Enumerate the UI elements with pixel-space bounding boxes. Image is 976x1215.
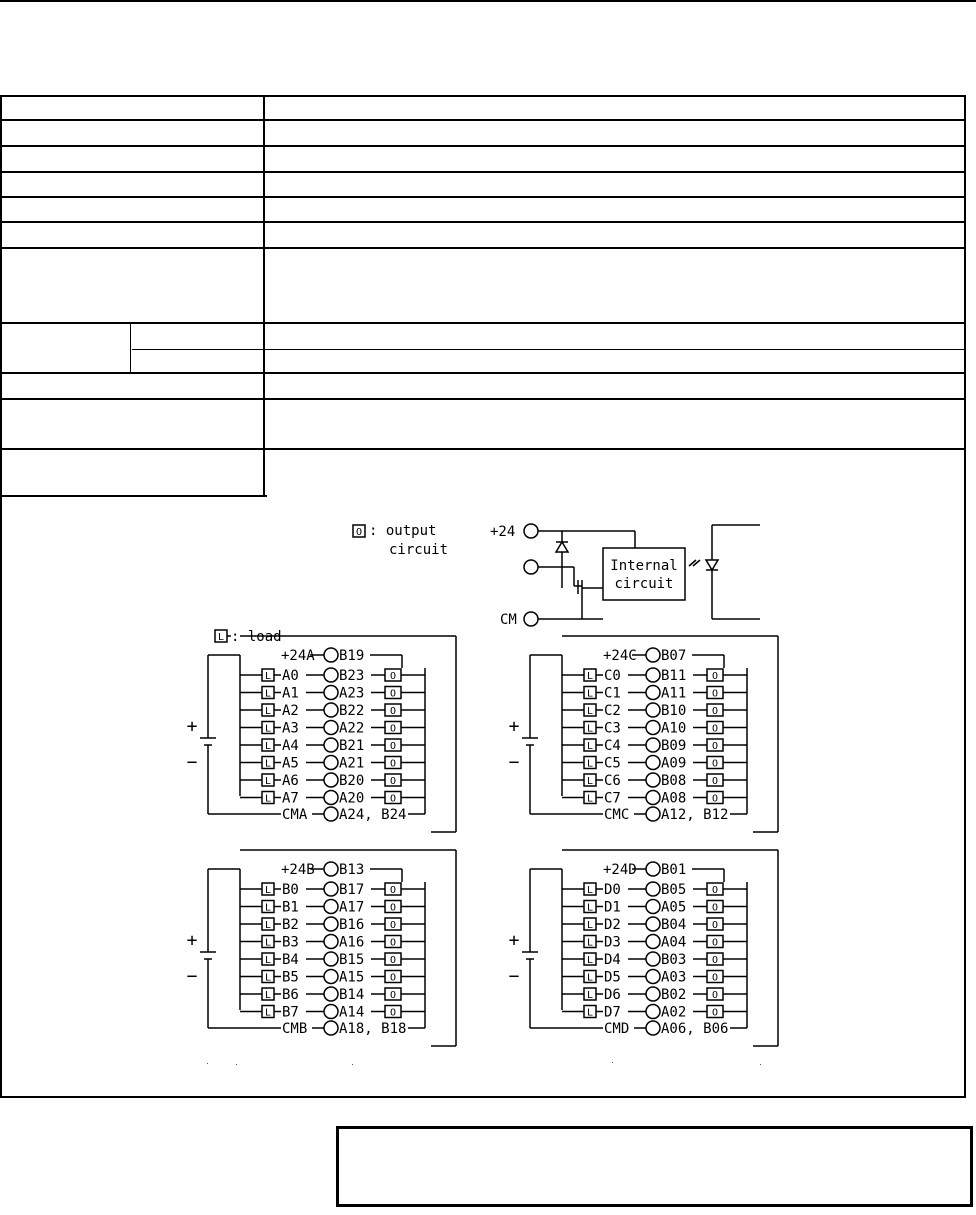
signal-label: C4 xyxy=(604,738,621,754)
load-symbol: L xyxy=(264,937,272,949)
signal-label: C3 xyxy=(604,720,621,737)
battery-minus: − xyxy=(508,966,520,987)
output-symbol: O xyxy=(711,741,719,752)
signal-label: A1 xyxy=(282,685,299,702)
pin-label: B08 xyxy=(661,773,687,789)
battery-minus: − xyxy=(186,966,198,987)
pin-terminal xyxy=(646,773,660,787)
pin-terminal xyxy=(646,756,660,770)
output-symbol: O xyxy=(389,776,397,787)
output-symbol: O xyxy=(711,920,719,931)
pin-terminal xyxy=(324,738,338,752)
supply-pin: B01 xyxy=(661,862,687,878)
pin-label: B16 xyxy=(339,917,365,933)
signal-label: D6 xyxy=(604,987,621,1003)
load-symbol: L xyxy=(586,741,594,752)
output-symbol: O xyxy=(711,972,719,984)
load-symbol: L xyxy=(586,955,594,966)
pin-terminal xyxy=(646,1005,660,1019)
pin-label: A03 xyxy=(661,969,687,986)
pin-label: B04 xyxy=(661,917,687,933)
common-label: CMD xyxy=(604,1021,630,1037)
load-symbol: L xyxy=(586,920,594,931)
pin-label: B03 xyxy=(661,952,687,968)
signal-label: C1 xyxy=(604,685,621,702)
battery-plus: + xyxy=(508,930,520,951)
output-legend-text-2: circuit xyxy=(389,542,449,558)
pin-label: B22 xyxy=(339,703,365,719)
diode-icon xyxy=(556,542,568,552)
common-terminal xyxy=(324,1021,338,1035)
signal-label: B5 xyxy=(282,969,299,986)
common-label: CMC xyxy=(604,807,630,823)
load-symbol: L xyxy=(264,688,272,700)
load-symbol: L xyxy=(264,1007,272,1019)
load-symbol: L xyxy=(586,671,594,682)
led-icon xyxy=(706,560,718,570)
pin-label: B05 xyxy=(661,882,687,898)
pin-terminal xyxy=(646,721,660,735)
signal-label: D4 xyxy=(604,952,621,968)
output-symbol: O xyxy=(389,972,397,984)
output-symbol: O xyxy=(711,793,719,805)
output-symbol: O xyxy=(389,937,397,949)
common-terminal xyxy=(646,807,660,821)
load-symbol: L xyxy=(264,741,272,752)
signal-label: B4 xyxy=(282,952,299,968)
supply-pin: B19 xyxy=(339,648,365,664)
signal-label: C5 xyxy=(604,755,621,772)
pin-terminal xyxy=(324,987,338,1001)
supply-label: +24C xyxy=(603,648,637,664)
pin-terminal xyxy=(646,686,660,700)
note-box xyxy=(336,1126,973,1207)
load-symbol: L xyxy=(586,902,594,914)
load-symbol: L xyxy=(264,885,272,896)
load-legend-symbol: L xyxy=(217,632,225,643)
internal-box-line2: circuit xyxy=(614,576,674,592)
output-symbol: O xyxy=(389,990,397,1001)
signal-label: A5 xyxy=(282,755,299,772)
signal-label: D2 xyxy=(604,917,621,933)
load-symbol: L xyxy=(586,776,594,787)
load-legend xyxy=(215,629,282,645)
signal-label: A0 xyxy=(282,668,299,684)
output-symbol: O xyxy=(711,671,719,682)
pin-terminal xyxy=(646,668,660,682)
terminal-group xyxy=(187,636,456,832)
pin-terminal xyxy=(646,791,660,805)
supply-pin: B13 xyxy=(339,862,365,878)
pin-terminal xyxy=(324,882,338,896)
battery-plus: + xyxy=(508,716,520,737)
internal-circuit-box xyxy=(603,548,685,600)
output-symbol: O xyxy=(389,793,397,805)
pin-terminal xyxy=(324,721,338,735)
supply-pin: B07 xyxy=(661,648,687,664)
load-symbol: L xyxy=(586,706,594,717)
output-symbol: O xyxy=(389,920,397,931)
supply-label: +24A xyxy=(281,648,315,664)
signal-label: D1 xyxy=(604,899,621,916)
pin-terminal xyxy=(646,935,660,949)
terminal-groups xyxy=(187,636,778,1046)
supply-label: +24B xyxy=(281,862,315,878)
signal-label: A6 xyxy=(282,773,299,789)
output-legend xyxy=(353,523,448,558)
load-symbol: L xyxy=(264,671,272,682)
signal-label: C2 xyxy=(604,703,621,719)
load-symbol: L xyxy=(264,758,272,770)
load-symbol: L xyxy=(586,793,594,805)
load-symbol: L xyxy=(586,1007,594,1019)
plus24-label: +24 xyxy=(490,524,516,540)
output-symbol: O xyxy=(389,671,397,682)
pin-label: B15 xyxy=(339,952,365,968)
pin-label: A09 xyxy=(661,755,687,772)
load-symbol: L xyxy=(586,885,594,896)
signal-label: B6 xyxy=(282,987,299,1003)
terminal-cm xyxy=(524,612,538,626)
load-symbol: L xyxy=(264,955,272,966)
load-symbol: L xyxy=(264,920,272,931)
output-symbol: O xyxy=(711,706,719,717)
output-symbol: O xyxy=(711,688,719,700)
pin-label: B14 xyxy=(339,987,365,1003)
cm-label: CM xyxy=(500,612,517,628)
pin-label: A14 xyxy=(339,1004,365,1021)
common-terminal xyxy=(324,807,338,821)
output-symbol: O xyxy=(711,902,719,914)
pin-label: B09 xyxy=(661,738,687,754)
output-legend-symbol: O xyxy=(355,527,363,538)
load-symbol: L xyxy=(586,990,594,1001)
supply-terminal xyxy=(646,862,660,876)
load-symbol: L xyxy=(586,758,594,770)
signal-label: B2 xyxy=(282,917,299,933)
pin-label: B23 xyxy=(339,668,365,684)
common-pins: A06, B06 xyxy=(661,1021,729,1037)
output-symbol: O xyxy=(389,741,397,752)
supply-terminal xyxy=(324,862,338,876)
pin-label: B02 xyxy=(661,987,687,1003)
pin-terminal xyxy=(324,970,338,984)
battery-plus: + xyxy=(186,930,198,951)
output-symbol: O xyxy=(389,955,397,966)
output-symbol: O xyxy=(389,758,397,770)
signal-label: C0 xyxy=(604,668,621,684)
terminal-group xyxy=(509,636,778,832)
load-symbol: L xyxy=(264,972,272,984)
pin-terminal xyxy=(324,756,338,770)
common-pins: A24, B24 xyxy=(339,807,407,823)
pin-label: A16 xyxy=(339,934,365,951)
output-symbol: O xyxy=(711,937,719,949)
output-symbol: O xyxy=(711,1007,719,1019)
pin-label: B21 xyxy=(339,738,365,754)
output-symbol: O xyxy=(389,885,397,896)
output-symbol: O xyxy=(711,885,719,896)
output-symbol: O xyxy=(389,688,397,700)
pin-label: A17 xyxy=(339,899,365,916)
signal-label: D5 xyxy=(604,969,621,986)
supply-terminal xyxy=(324,648,338,662)
pin-terminal xyxy=(324,668,338,682)
signal-label: B3 xyxy=(282,934,299,951)
signal-label: A2 xyxy=(282,703,299,719)
load-symbol: L xyxy=(264,723,272,735)
common-pins: A18, B18 xyxy=(339,1021,407,1037)
load-symbol: L xyxy=(264,706,272,717)
signal-label: A3 xyxy=(282,720,299,737)
pin-terminal xyxy=(324,1005,338,1019)
output-symbol: O xyxy=(389,902,397,914)
load-symbol: L xyxy=(586,937,594,949)
pin-label: A20 xyxy=(339,790,365,807)
common-pins: A12, B12 xyxy=(661,807,729,823)
pin-terminal xyxy=(324,791,338,805)
signal-label: B1 xyxy=(282,899,299,916)
terminal-group xyxy=(509,850,778,1046)
load-symbol: L xyxy=(264,793,272,805)
scan-artifacts xyxy=(207,1062,761,1065)
terminal-output xyxy=(524,560,538,574)
pin-label: B11 xyxy=(661,668,687,684)
pin-terminal xyxy=(646,987,660,1001)
signal-label: C6 xyxy=(604,773,621,789)
pin-terminal xyxy=(646,882,660,896)
signal-label: D0 xyxy=(604,882,621,898)
internal-circuit-schematic xyxy=(490,524,760,628)
pin-terminal xyxy=(324,917,338,931)
pin-terminal xyxy=(646,970,660,984)
pin-label: A08 xyxy=(661,790,687,807)
internal-box-line1: Internal xyxy=(610,558,678,574)
pin-label: B20 xyxy=(339,773,365,789)
signal-label: A4 xyxy=(282,738,299,754)
signal-label: B7 xyxy=(282,1004,299,1021)
load-symbol: L xyxy=(264,990,272,1001)
supply-label: +24D xyxy=(603,862,637,878)
pin-terminal xyxy=(646,703,660,717)
pin-label: A21 xyxy=(339,755,365,772)
pin-label: A15 xyxy=(339,969,365,986)
output-symbol: O xyxy=(389,1007,397,1019)
battery-plus: + xyxy=(186,716,198,737)
common-label: CMA xyxy=(282,807,308,823)
output-symbol: O xyxy=(389,706,397,717)
pin-terminal xyxy=(324,686,338,700)
pin-terminal xyxy=(324,703,338,717)
signal-label: B0 xyxy=(282,882,299,898)
terminal-group xyxy=(187,850,456,1046)
pin-label: B10 xyxy=(661,703,687,719)
pin-terminal xyxy=(646,917,660,931)
pin-terminal xyxy=(324,935,338,949)
pin-terminal xyxy=(324,773,338,787)
pin-terminal xyxy=(646,738,660,752)
pin-terminal xyxy=(646,900,660,914)
load-legend-text: : load xyxy=(231,629,282,645)
pin-terminal xyxy=(324,900,338,914)
signal-label: A7 xyxy=(282,790,299,807)
pin-label: B17 xyxy=(339,882,365,898)
pin-terminal xyxy=(646,952,660,966)
pin-label: A04 xyxy=(661,934,687,951)
pin-terminal xyxy=(324,952,338,966)
common-terminal xyxy=(646,1021,660,1035)
output-symbol: O xyxy=(711,723,719,735)
output-symbol: O xyxy=(711,758,719,770)
output-symbol: O xyxy=(711,955,719,966)
battery-minus: − xyxy=(186,752,198,773)
signal-label: D7 xyxy=(604,1004,621,1021)
signal-label: C7 xyxy=(604,790,621,807)
output-legend-text: : output xyxy=(369,523,437,539)
output-symbol: O xyxy=(711,990,719,1001)
terminal-plus24 xyxy=(524,524,538,538)
pin-label: A10 xyxy=(661,720,687,737)
supply-terminal xyxy=(646,648,660,662)
load-symbol: L xyxy=(264,776,272,787)
load-symbol: L xyxy=(586,688,594,700)
load-symbol: L xyxy=(586,972,594,984)
battery-minus: − xyxy=(508,752,520,773)
load-symbol: L xyxy=(586,723,594,735)
pin-label: A02 xyxy=(661,1004,687,1021)
output-symbol: O xyxy=(711,776,719,787)
common-label: CMB xyxy=(282,1021,308,1037)
output-symbol: O xyxy=(389,723,397,735)
load-symbol: L xyxy=(264,902,272,914)
signal-label: D3 xyxy=(604,934,621,951)
pin-label: A05 xyxy=(661,899,687,916)
pin-label: A22 xyxy=(339,720,365,737)
pin-label: A23 xyxy=(339,685,365,702)
pin-label: A11 xyxy=(661,685,687,702)
